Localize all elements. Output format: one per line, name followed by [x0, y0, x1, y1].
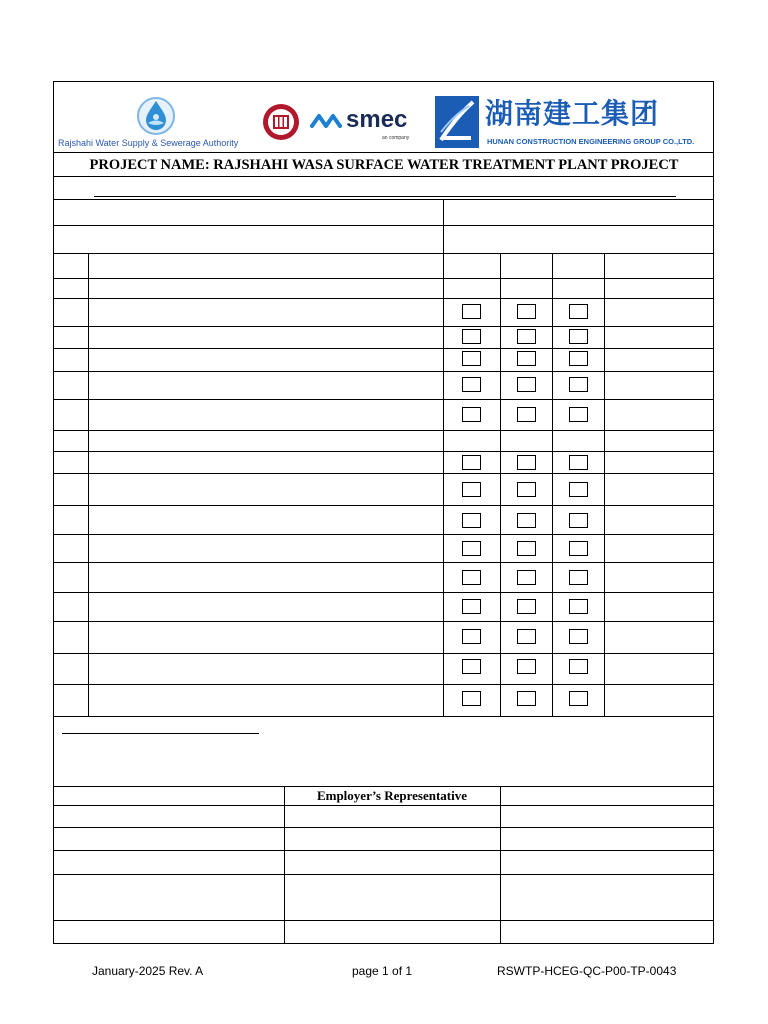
hunan-logo: [435, 96, 710, 152]
checkbox-col-1[interactable]: [462, 599, 481, 614]
checkbox-col-1[interactable]: [462, 541, 481, 556]
checkbox-col-2[interactable]: [517, 377, 536, 392]
hunan-emblem-icon: [435, 96, 479, 148]
hunan-chinese-name: 湖南建工集团: [485, 97, 660, 130]
checkbox-col-1[interactable]: [462, 629, 481, 644]
checkbox-col-3[interactable]: [569, 659, 588, 674]
divider: [54, 176, 714, 177]
checkbox-col-1[interactable]: [462, 691, 481, 706]
checkbox-col-1[interactable]: [462, 570, 481, 585]
checkbox-col-3[interactable]: [569, 513, 588, 528]
info-section: [54, 199, 714, 253]
checkbox-col-1[interactable]: [462, 407, 481, 422]
checkbox-col-3[interactable]: [569, 304, 588, 319]
checkbox-col-2[interactable]: [517, 513, 536, 528]
footer-page-number: page 1 of 1: [352, 964, 413, 978]
title-underline: [94, 196, 676, 197]
inspection-form: [53, 81, 714, 944]
checkbox-col-1[interactable]: [462, 659, 481, 674]
checkbox-col-1[interactable]: [462, 377, 481, 392]
checkbox-col-3[interactable]: [569, 541, 588, 556]
checkbox-col-1[interactable]: [462, 513, 481, 528]
checkbox-col-3[interactable]: [569, 482, 588, 497]
checkbox-col-1[interactable]: [462, 482, 481, 497]
checkbox-col-1[interactable]: [462, 351, 481, 366]
checkbox-col-2[interactable]: [517, 329, 536, 344]
checklist-table: [54, 253, 714, 716]
smec-wordmark: smec: [346, 106, 408, 133]
signature-table: [54, 786, 714, 944]
divider: [54, 716, 714, 717]
footer-date-rev: January-2025 Rev. A: [92, 964, 204, 978]
rwasa-logo: [58, 94, 258, 152]
water-drop-seal-icon: [136, 96, 176, 136]
checkbox-col-2[interactable]: [517, 541, 536, 556]
checkbox-col-2[interactable]: [517, 599, 536, 614]
smec-subtext: an company: [382, 135, 410, 141]
checkbox-col-2[interactable]: [517, 570, 536, 585]
checkbox-col-2[interactable]: [517, 407, 536, 422]
checkbox-col-2[interactable]: [517, 351, 536, 366]
checkbox-col-2[interactable]: [517, 304, 536, 319]
hunan-english-name: HUNAN CONSTRUCTION ENGINEERING GROUP CO.,LTD.: [487, 137, 695, 146]
checkbox-col-2[interactable]: [517, 455, 536, 470]
checkbox-col-3[interactable]: [569, 351, 588, 366]
checkbox-col-2[interactable]: [517, 659, 536, 674]
checkbox-col-3[interactable]: [569, 599, 588, 614]
checkbox-col-3[interactable]: [569, 329, 588, 344]
checkbox-col-1[interactable]: [462, 304, 481, 319]
project-title: PROJECT NAME: RAJSHAHI WASA SURFACE WATER TREATMENT PLANT PROJECT: [89, 157, 679, 173]
checkbox-col-2[interactable]: [517, 482, 536, 497]
checkbox-col-3[interactable]: [569, 455, 588, 470]
checkbox-col-3[interactable]: [569, 570, 588, 585]
employer-representative-heading: Employer’s Representative: [316, 788, 468, 803]
smec-mark-icon: [310, 112, 344, 130]
smec-logo: [310, 108, 428, 148]
checkbox-col-3[interactable]: [569, 377, 588, 392]
footer-doc-number: RSWTP-HCEG-QC-P00-TP-0043: [497, 964, 677, 978]
checkbox-col-3[interactable]: [569, 629, 588, 644]
remarks-underline: [62, 733, 259, 734]
checkbox-col-1[interactable]: [462, 455, 481, 470]
checkbox-col-2[interactable]: [517, 629, 536, 644]
divider: [54, 152, 714, 153]
red-seal-icon: [261, 102, 301, 142]
rwasa-label: Rajshahi Water Supply & Sewerage Authority: [58, 138, 239, 148]
checkbox-col-3[interactable]: [569, 691, 588, 706]
checkbox-col-2[interactable]: [517, 691, 536, 706]
checkbox-col-1[interactable]: [462, 329, 481, 344]
checkbox-col-3[interactable]: [569, 407, 588, 422]
